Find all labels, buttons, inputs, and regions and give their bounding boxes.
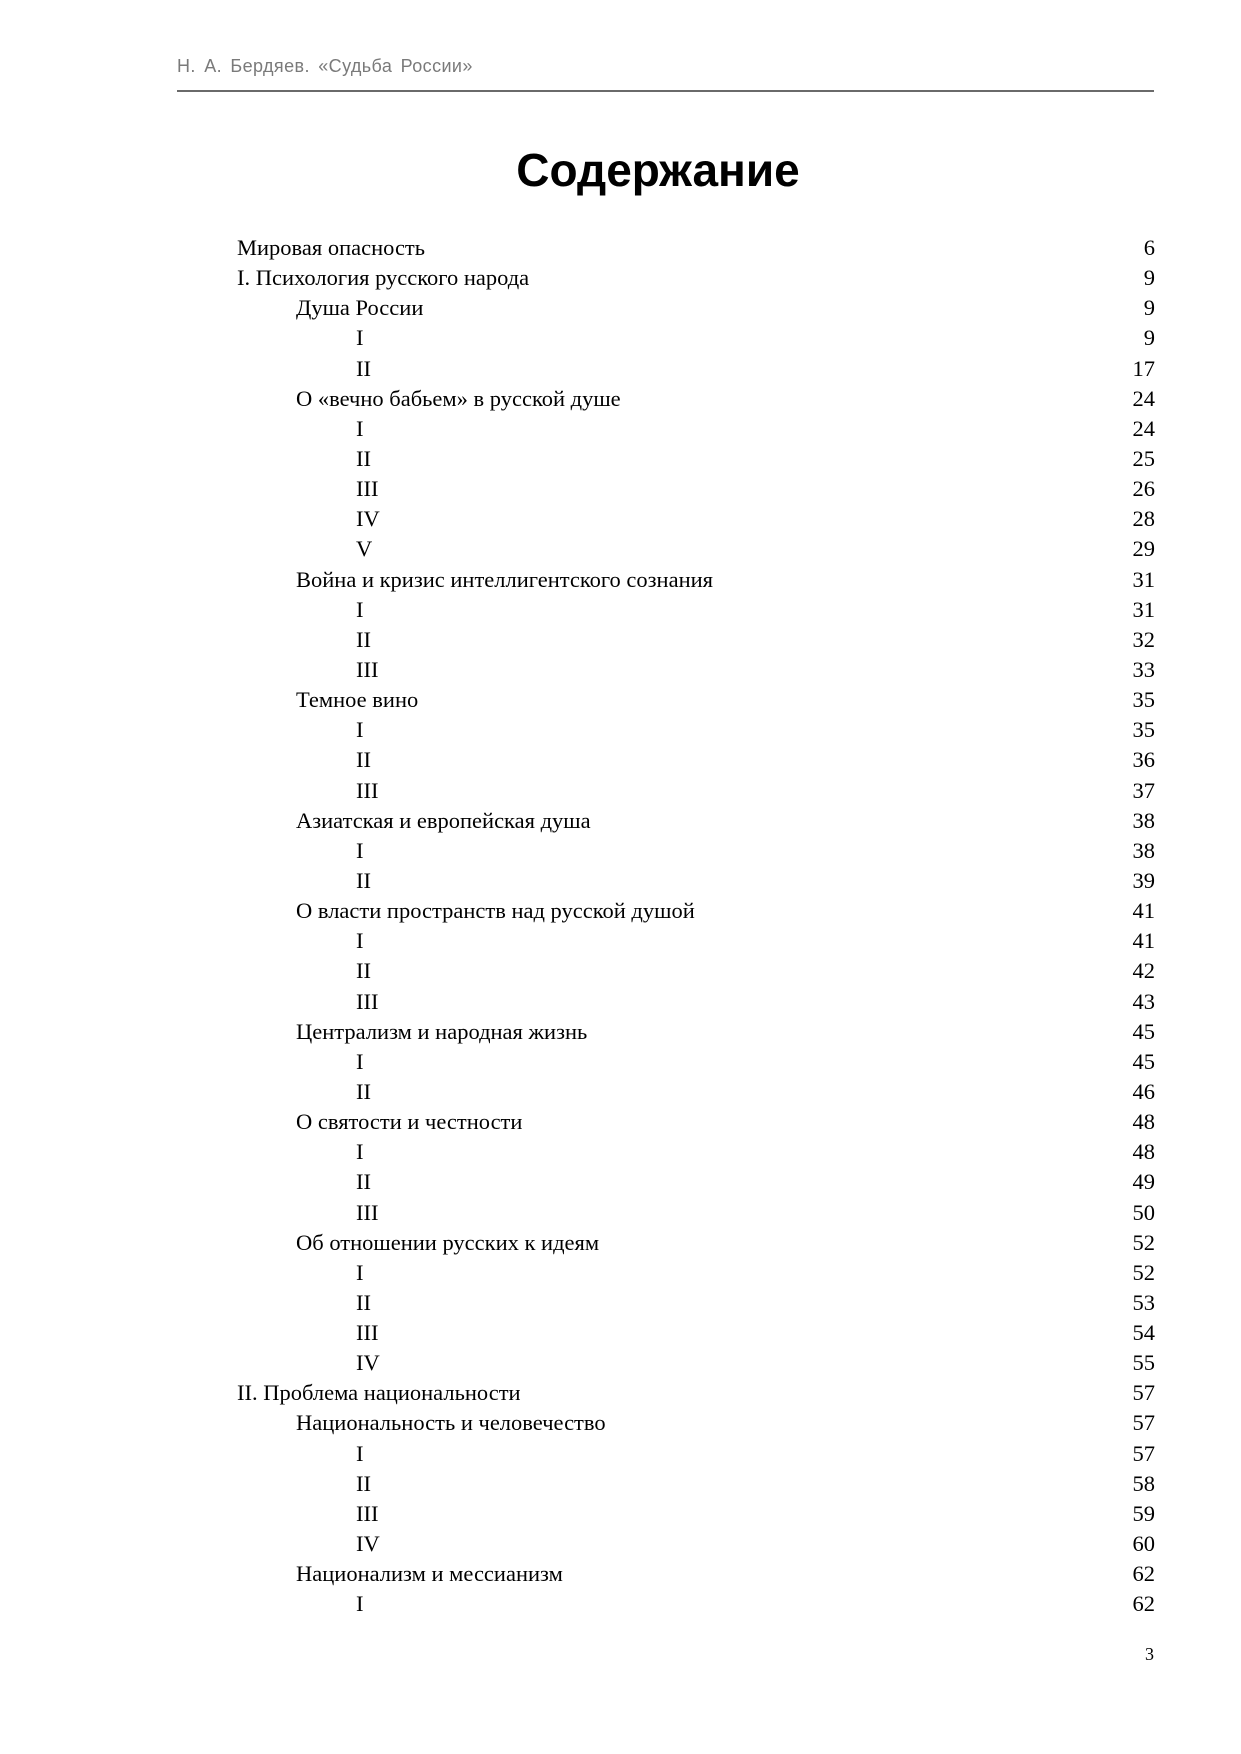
toc-entry-title: I bbox=[356, 837, 364, 863]
toc-entry-page: 60 bbox=[1132, 1531, 1155, 1557]
toc-entry[interactable] bbox=[237, 685, 1155, 715]
toc-entry[interactable] bbox=[237, 806, 1155, 836]
toc-entry-title: I bbox=[356, 596, 364, 622]
toc-entry-page: 45 bbox=[1132, 1018, 1155, 1044]
toc-entry[interactable] bbox=[237, 263, 1155, 293]
toc-entry-page: 39 bbox=[1132, 867, 1155, 893]
toc-entry-page: 62 bbox=[1132, 1561, 1155, 1587]
toc-entry-title: III bbox=[356, 988, 379, 1014]
toc-entry-page: 62 bbox=[1132, 1591, 1155, 1617]
toc-entry-page: 53 bbox=[1132, 1289, 1155, 1315]
toc-entry[interactable] bbox=[237, 293, 1155, 323]
toc-entry[interactable] bbox=[237, 354, 1155, 384]
toc-entry-page: 58 bbox=[1132, 1470, 1155, 1496]
toc-entry-page: 55 bbox=[1132, 1350, 1155, 1376]
toc-entry[interactable] bbox=[237, 926, 1155, 956]
toc-entry-page: 28 bbox=[1132, 506, 1155, 532]
toc-entry[interactable] bbox=[237, 1228, 1155, 1258]
toc-entry-title: III bbox=[356, 476, 379, 502]
toc-entry-title: I bbox=[356, 717, 364, 743]
toc-entry-title: IV bbox=[356, 1350, 380, 1376]
page-title: Содержание bbox=[516, 144, 800, 196]
toc-entry-title: II bbox=[356, 1289, 371, 1315]
toc-entry[interactable] bbox=[237, 1499, 1155, 1529]
toc-entry-title: IV bbox=[356, 1531, 380, 1557]
toc-entry[interactable] bbox=[237, 1529, 1155, 1559]
toc-entry-page: 17 bbox=[1132, 355, 1155, 381]
toc-entry[interactable] bbox=[237, 233, 1155, 263]
toc-entry-title: II bbox=[356, 1078, 371, 1104]
toc-entry-page: 24 bbox=[1132, 415, 1155, 441]
toc-entry-page: 24 bbox=[1132, 385, 1155, 411]
toc-entry[interactable] bbox=[237, 1408, 1155, 1438]
toc-entry-title: I bbox=[356, 325, 364, 351]
toc-entry-page: 48 bbox=[1132, 1139, 1155, 1165]
toc-entry[interactable] bbox=[237, 1378, 1155, 1408]
toc-entry-title: I bbox=[356, 928, 364, 954]
toc-entry[interactable] bbox=[237, 1258, 1155, 1288]
toc-entry-page: 9 bbox=[1143, 295, 1155, 321]
toc-entry[interactable] bbox=[237, 655, 1155, 685]
toc-entry[interactable] bbox=[237, 1077, 1155, 1107]
toc-entry-title: II. Проблема национальности bbox=[237, 1380, 521, 1406]
toc-entry[interactable] bbox=[237, 1318, 1155, 1348]
toc-entry-page: 48 bbox=[1132, 1109, 1155, 1135]
toc-entry-page: 41 bbox=[1132, 928, 1155, 954]
toc-entry-title: I bbox=[356, 1139, 364, 1165]
toc-entry-title: Национализм и мессианизм bbox=[296, 1561, 563, 1587]
toc-entry-page: 35 bbox=[1132, 687, 1155, 713]
running-header: Н. А. Бердяев. «Судьба России» bbox=[177, 56, 1154, 92]
toc-entry-title: Темное вино bbox=[296, 687, 419, 713]
toc-entry[interactable] bbox=[237, 836, 1155, 866]
toc-entry[interactable] bbox=[237, 776, 1155, 806]
toc-entry-page: 37 bbox=[1132, 777, 1155, 803]
toc-entry-title: I bbox=[356, 415, 364, 441]
page-number: 3 bbox=[1145, 1644, 1154, 1664]
toc-entry[interactable] bbox=[237, 534, 1155, 564]
toc-entry-title: Национальность и человечество bbox=[296, 1410, 606, 1436]
toc-entry-title: II bbox=[356, 355, 371, 381]
toc-entry-title: I bbox=[356, 1440, 364, 1466]
toc-entry[interactable] bbox=[237, 1047, 1155, 1077]
toc-entry-title: III bbox=[356, 777, 379, 803]
toc-entry-page: 54 bbox=[1132, 1320, 1155, 1346]
toc-entry[interactable] bbox=[237, 565, 1155, 595]
toc-entry-title: II bbox=[356, 445, 371, 471]
toc-entry-page: 59 bbox=[1132, 1500, 1155, 1526]
toc-entry[interactable] bbox=[237, 987, 1155, 1017]
toc-entry[interactable] bbox=[237, 1469, 1155, 1499]
toc-entry[interactable] bbox=[237, 1348, 1155, 1378]
toc-entry-title: II bbox=[356, 1470, 371, 1496]
toc-entry-page: 49 bbox=[1132, 1169, 1155, 1195]
toc-entry[interactable] bbox=[237, 1017, 1155, 1047]
toc-entry[interactable] bbox=[237, 474, 1155, 504]
toc-entry-title: III bbox=[356, 1320, 379, 1346]
toc-entry-page: 41 bbox=[1132, 898, 1155, 924]
toc-entry[interactable] bbox=[237, 504, 1155, 534]
toc-entry-page: 31 bbox=[1132, 566, 1155, 592]
toc-entry[interactable] bbox=[237, 1439, 1155, 1469]
toc-entry-page: 29 bbox=[1132, 536, 1155, 562]
toc-entry-title: II bbox=[356, 867, 371, 893]
toc-entry-page: 26 bbox=[1132, 476, 1155, 502]
toc-entry-title: Душа России bbox=[296, 295, 424, 321]
toc-entry-title: III bbox=[356, 1500, 379, 1526]
toc-entry-page: 43 bbox=[1132, 988, 1155, 1014]
toc-entry[interactable] bbox=[237, 866, 1155, 896]
toc-entry-title: V bbox=[356, 536, 373, 562]
toc-entry[interactable] bbox=[237, 444, 1155, 474]
toc-entry-title: II bbox=[356, 747, 371, 773]
toc-entry-title: III bbox=[356, 1199, 379, 1225]
toc-entry[interactable] bbox=[237, 323, 1155, 353]
toc-entry-page: 9 bbox=[1143, 265, 1155, 291]
toc-entry-page: 9 bbox=[1143, 325, 1155, 351]
toc-entry-page: 35 bbox=[1132, 717, 1155, 743]
toc-entry[interactable] bbox=[237, 414, 1155, 444]
toc-entry-page: 57 bbox=[1132, 1380, 1155, 1406]
toc-entry[interactable] bbox=[237, 1167, 1155, 1197]
toc-entry-page: 32 bbox=[1132, 626, 1155, 652]
toc-entry[interactable] bbox=[237, 745, 1155, 775]
toc-entry-page: 52 bbox=[1132, 1259, 1155, 1285]
toc-entry[interactable] bbox=[237, 1107, 1155, 1137]
toc-entry-page: 45 bbox=[1132, 1048, 1155, 1074]
toc-entry-title: Централизм и народная жизнь bbox=[296, 1018, 588, 1044]
toc-entry[interactable] bbox=[237, 625, 1155, 655]
toc-entry-page: 38 bbox=[1132, 837, 1155, 863]
toc-entry[interactable] bbox=[237, 896, 1155, 926]
toc-entry-page: 52 bbox=[1132, 1229, 1155, 1255]
toc-entry[interactable] bbox=[237, 1137, 1155, 1167]
toc-entry-page: 38 bbox=[1132, 807, 1155, 833]
toc-entry-page: 36 bbox=[1132, 747, 1155, 773]
table-of-contents bbox=[237, 233, 1155, 1619]
toc-entry-title: О власти пространств над русской душой bbox=[296, 898, 695, 924]
toc-entry-title: О святости и честности bbox=[296, 1109, 523, 1135]
toc-entry-title: III bbox=[356, 656, 379, 682]
toc-entry[interactable] bbox=[237, 384, 1155, 414]
toc-entry-page: 42 bbox=[1132, 958, 1155, 984]
toc-entry-page: 50 bbox=[1132, 1199, 1155, 1225]
toc-entry-title: Мировая опасность bbox=[237, 235, 426, 260]
toc-entry-page: 6 bbox=[1143, 235, 1155, 260]
toc-entry[interactable] bbox=[237, 595, 1155, 625]
toc-entry[interactable] bbox=[237, 1288, 1155, 1318]
toc-entry-page: 46 bbox=[1132, 1078, 1155, 1104]
toc-entry-title: I. Психология русского народа bbox=[237, 265, 530, 291]
toc-entry[interactable] bbox=[237, 1198, 1155, 1228]
toc-entry-page: 31 bbox=[1132, 596, 1155, 622]
toc-entry-page: 25 bbox=[1132, 445, 1155, 471]
toc-entry-title: IV bbox=[356, 506, 380, 532]
toc-entry-title: Об отношении русских к идеям bbox=[296, 1229, 600, 1255]
toc-entry-title: О «вечно бабьем» в русской душе bbox=[296, 385, 621, 411]
toc-entry-title: I bbox=[356, 1048, 364, 1074]
toc-entry[interactable] bbox=[237, 956, 1155, 986]
toc-entry-page: 57 bbox=[1132, 1440, 1155, 1466]
toc-entry-title: I bbox=[356, 1259, 364, 1285]
toc-entry-page: 33 bbox=[1132, 656, 1155, 682]
toc-entry-title: Война и кризис интеллигентского сознания bbox=[296, 566, 713, 592]
toc-entry-title: Азиатская и европейская душа bbox=[296, 807, 591, 833]
toc-entry-title: II bbox=[356, 958, 371, 984]
toc-entry[interactable] bbox=[237, 715, 1155, 745]
toc-entry[interactable] bbox=[237, 1589, 1155, 1619]
toc-entry-title: II bbox=[356, 626, 371, 652]
toc-entry[interactable] bbox=[237, 1559, 1155, 1589]
toc-entry-page: 57 bbox=[1132, 1410, 1155, 1436]
toc-entry-title: I bbox=[356, 1591, 364, 1617]
toc-entry-title: II bbox=[356, 1169, 371, 1195]
